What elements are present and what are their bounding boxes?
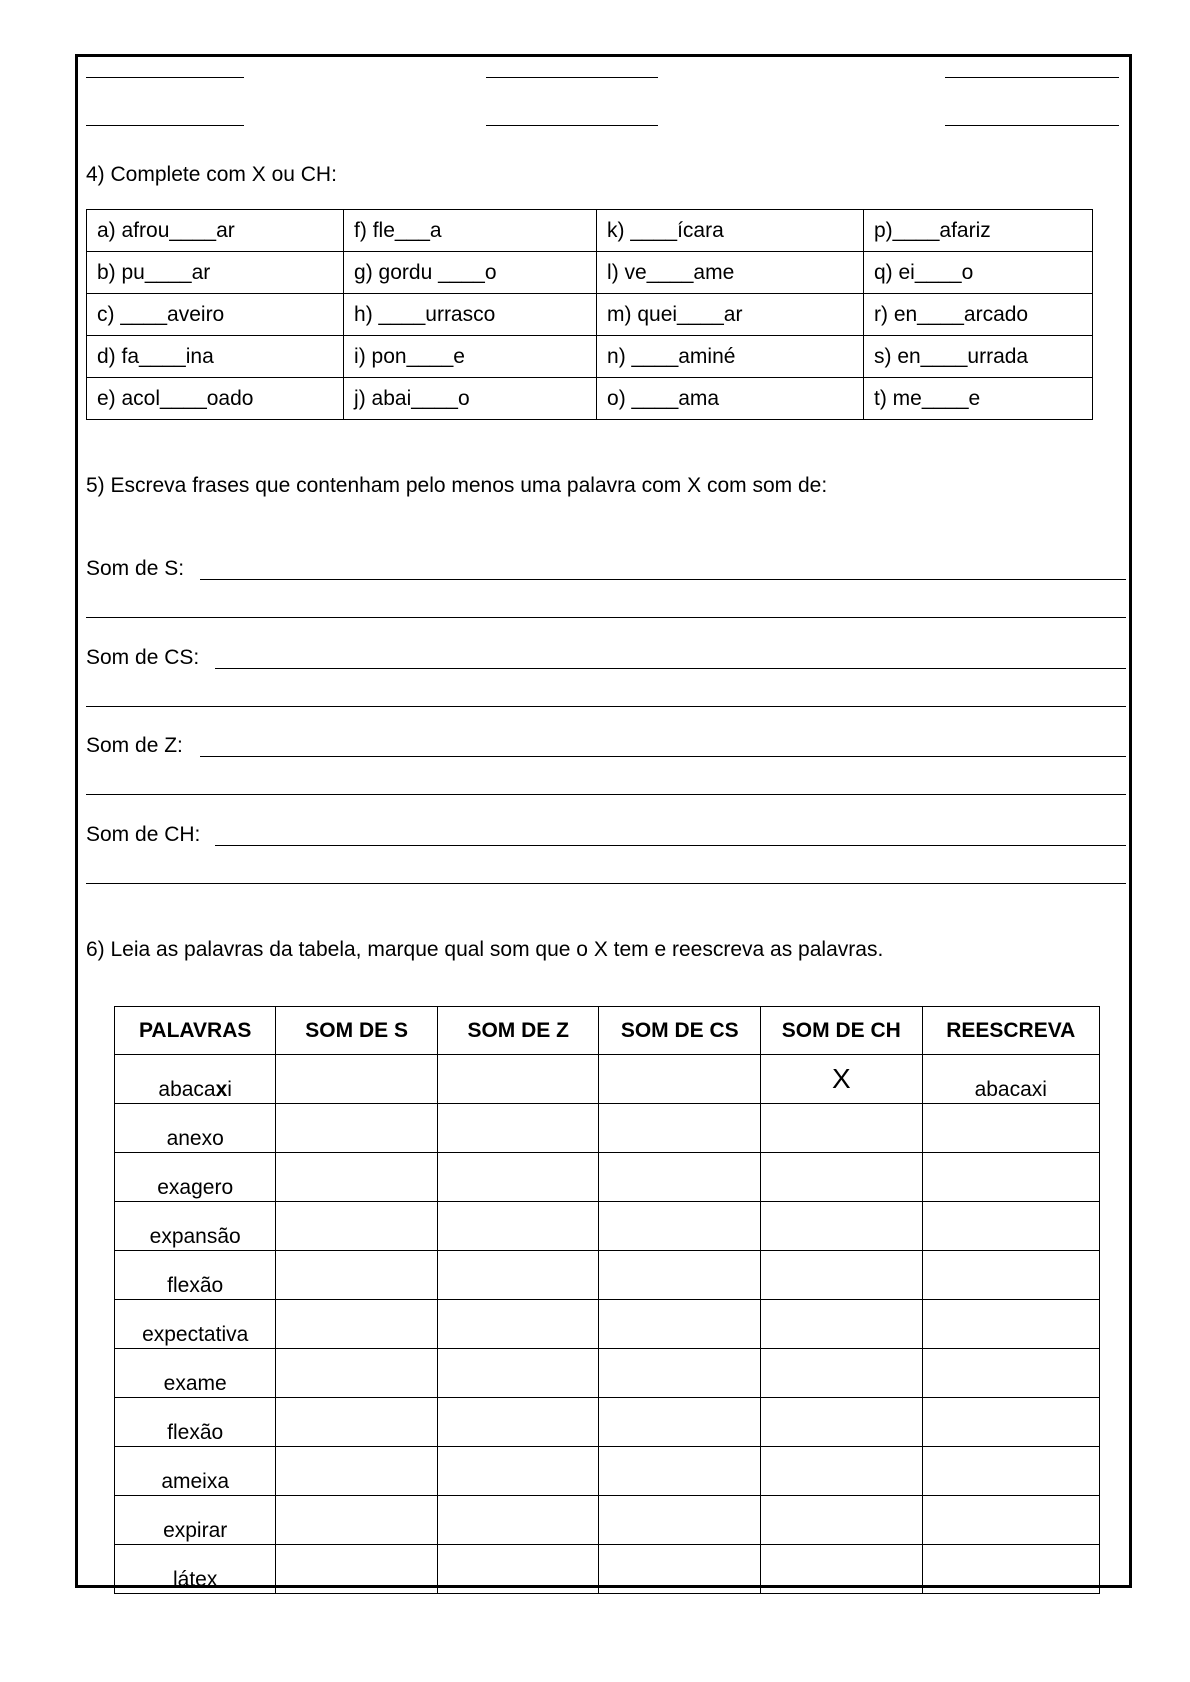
mark-cell[interactable] [599, 1398, 761, 1447]
fill-in-cell[interactable]: h) ____urrasco [344, 294, 597, 336]
rewrite-cell[interactable] [922, 1496, 1099, 1545]
table-row [115, 1398, 1100, 1447]
table-row [115, 1202, 1100, 1251]
rewrite-cell[interactable] [922, 1398, 1099, 1447]
word-cell: ameixa [115, 1447, 276, 1496]
fill-in-cell[interactable]: q) ei____o [864, 252, 1093, 294]
mark-cell[interactable] [437, 1104, 599, 1153]
word-cell: flexão [115, 1398, 276, 1447]
mark-cell[interactable] [599, 1545, 761, 1594]
sound-label: Som de S: [86, 557, 185, 580]
fill-in-cell[interactable]: t) me____e [864, 378, 1093, 420]
complete-table [86, 209, 1093, 420]
mark-cell[interactable] [276, 1104, 438, 1153]
table-row [115, 1300, 1100, 1349]
word-x: x [215, 1078, 228, 1101]
fill-in-cell[interactable]: a) afrou____ar [87, 210, 344, 252]
table-row [87, 378, 1093, 420]
word-cell: expansão [115, 1202, 276, 1251]
fill-in-cell[interactable]: n) ____aminé [597, 336, 864, 378]
question-5-title: 5) Escreva frases que contenham pelo menos uma palavra com X com som de: [86, 474, 828, 497]
fill-in-cell[interactable]: k) ____ícara [597, 210, 864, 252]
fill-in-cell[interactable]: j) abai____o [344, 378, 597, 420]
sound-label: Som de CH: [86, 823, 201, 846]
mark-cell[interactable] [599, 1447, 761, 1496]
word-cell: anexo [115, 1104, 276, 1153]
sentence-line[interactable] [215, 845, 1126, 846]
mark-cell[interactable] [437, 1153, 599, 1202]
mark-cell[interactable] [437, 1398, 599, 1447]
mark-cell[interactable] [276, 1202, 438, 1251]
mark-cell[interactable] [599, 1300, 761, 1349]
sound-label: Som de Z: [86, 734, 183, 757]
word-cell: flexão [115, 1251, 276, 1300]
column-header: REESCREVA [922, 1007, 1099, 1055]
table-row [115, 1349, 1100, 1398]
mark-cell[interactable] [437, 1300, 599, 1349]
column-header: SOM DE CS [599, 1007, 761, 1055]
sentence-line[interactable] [200, 756, 1126, 757]
fill-in-cell[interactable]: o) ____ama [597, 378, 864, 420]
mark-cell[interactable] [599, 1055, 761, 1104]
mark-cell[interactable] [276, 1349, 438, 1398]
mark-cell[interactable] [276, 1447, 438, 1496]
word-cell: látex [115, 1545, 276, 1594]
mark-cell[interactable] [599, 1104, 761, 1153]
column-header: SOM DE CH [761, 1007, 923, 1055]
fill-in-cell[interactable]: p)____afariz [864, 210, 1093, 252]
mark-cell[interactable] [599, 1349, 761, 1398]
mark-cell[interactable] [276, 1055, 438, 1104]
mark-cell[interactable] [276, 1398, 438, 1447]
sentence-line[interactable] [200, 579, 1126, 580]
mark-cell[interactable] [276, 1300, 438, 1349]
fill-in-cell[interactable]: r) en____arcado [864, 294, 1093, 336]
answer-blank[interactable] [945, 125, 1119, 126]
word-prefix: abaca [158, 1078, 216, 1101]
mark-cell[interactable] [437, 1447, 599, 1496]
fill-in-cell[interactable]: g) gordu ____o [344, 252, 597, 294]
fill-in-cell[interactable]: f) fle___a [344, 210, 597, 252]
mark-cell[interactable] [437, 1349, 599, 1398]
mark-cell[interactable] [599, 1202, 761, 1251]
mark-cell[interactable] [437, 1251, 599, 1300]
sentence-line[interactable] [215, 668, 1126, 669]
rewrite-cell[interactable] [922, 1251, 1099, 1300]
mark-cell[interactable] [437, 1055, 599, 1104]
mark-cell[interactable] [276, 1251, 438, 1300]
rewrite-cell[interactable] [922, 1447, 1099, 1496]
answer-blank[interactable] [486, 125, 658, 126]
mark-cell[interactable] [276, 1496, 438, 1545]
rewrite-cell[interactable] [922, 1104, 1099, 1153]
mark-cell[interactable] [437, 1545, 599, 1594]
sentence-line[interactable] [86, 794, 1126, 795]
mark-cell[interactable] [599, 1251, 761, 1300]
table-row [115, 1545, 1100, 1594]
sentence-line[interactable] [86, 883, 1126, 884]
column-header: SOM DE Z [437, 1007, 599, 1055]
word-cell: expirar [115, 1496, 276, 1545]
sentence-line[interactable] [86, 617, 1126, 618]
rewrite-cell[interactable] [922, 1202, 1099, 1251]
fill-in-cell[interactable]: b) pu____ar [87, 252, 344, 294]
fill-in-cell[interactable]: l) ve____ame [597, 252, 864, 294]
fill-in-cell[interactable]: i) pon____e [344, 336, 597, 378]
fill-in-cell[interactable]: s) en____urrada [864, 336, 1093, 378]
table-row [115, 1104, 1100, 1153]
mark-cell[interactable] [761, 1349, 923, 1398]
word-suffix: i [227, 1078, 232, 1101]
column-header: SOM DE S [276, 1007, 438, 1055]
mark-cell[interactable] [599, 1153, 761, 1202]
rewrite-cell[interactable] [922, 1153, 1099, 1202]
sentence-line[interactable] [86, 706, 1126, 707]
sounds-table [114, 1006, 1100, 1594]
column-header: PALAVRAS [115, 1007, 276, 1055]
mark-cell[interactable] [276, 1545, 438, 1594]
fill-in-cell[interactable]: c) ____aveiro [87, 294, 344, 336]
fill-in-cell[interactable]: d) fa____ina [87, 336, 344, 378]
table-row [115, 1055, 1100, 1104]
table-row [115, 1447, 1100, 1496]
table-row [87, 252, 1093, 294]
mark-cell[interactable] [437, 1496, 599, 1545]
word-cell [115, 1055, 276, 1104]
answer-blank[interactable] [945, 77, 1119, 78]
table-row [87, 210, 1093, 252]
header-row [115, 1007, 1100, 1055]
word-cell: exagero [115, 1153, 276, 1202]
mark-cell[interactable] [761, 1202, 923, 1251]
rewrite-cell[interactable] [922, 1545, 1099, 1594]
table-row [115, 1251, 1100, 1300]
rewrite-cell[interactable] [922, 1300, 1099, 1349]
answer-blank[interactable] [486, 77, 658, 78]
rewrite-cell[interactable] [922, 1349, 1099, 1398]
word-cell: expectativa [115, 1300, 276, 1349]
mark-cell[interactable] [761, 1545, 923, 1594]
mark-cell[interactable] [761, 1398, 923, 1447]
fill-in-cell[interactable]: e) acol____oado [87, 378, 344, 420]
mark-cell[interactable] [599, 1496, 761, 1545]
table-row [87, 294, 1093, 336]
mark-cell[interactable] [761, 1104, 923, 1153]
sound-label: Som de CS: [86, 646, 200, 669]
table-row [115, 1496, 1100, 1545]
mark-cell[interactable] [276, 1153, 438, 1202]
mark-cell[interactable] [761, 1496, 923, 1545]
mark-cell[interactable] [761, 1251, 923, 1300]
mark-cell[interactable] [437, 1202, 599, 1251]
table-row [115, 1153, 1100, 1202]
question-6-title: 6) Leia as palavras da tabela, marque qual som que o X tem e reescreva as palavras. [86, 938, 884, 961]
question-4-title: 4) Complete com X ou CH: [86, 163, 337, 186]
mark-cell[interactable] [761, 1153, 923, 1202]
fill-in-cell[interactable]: m) quei____ar [597, 294, 864, 336]
mark-cell[interactable] [761, 1447, 923, 1496]
answer-blank[interactable] [86, 125, 244, 126]
word-cell: exame [115, 1349, 276, 1398]
mark-cell[interactable] [761, 1300, 923, 1349]
answer-blank[interactable] [86, 77, 244, 78]
mark-cell[interactable]: X [761, 1055, 923, 1104]
rewrite-cell[interactable]: abacaxi [922, 1055, 1099, 1104]
table-row [87, 336, 1093, 378]
